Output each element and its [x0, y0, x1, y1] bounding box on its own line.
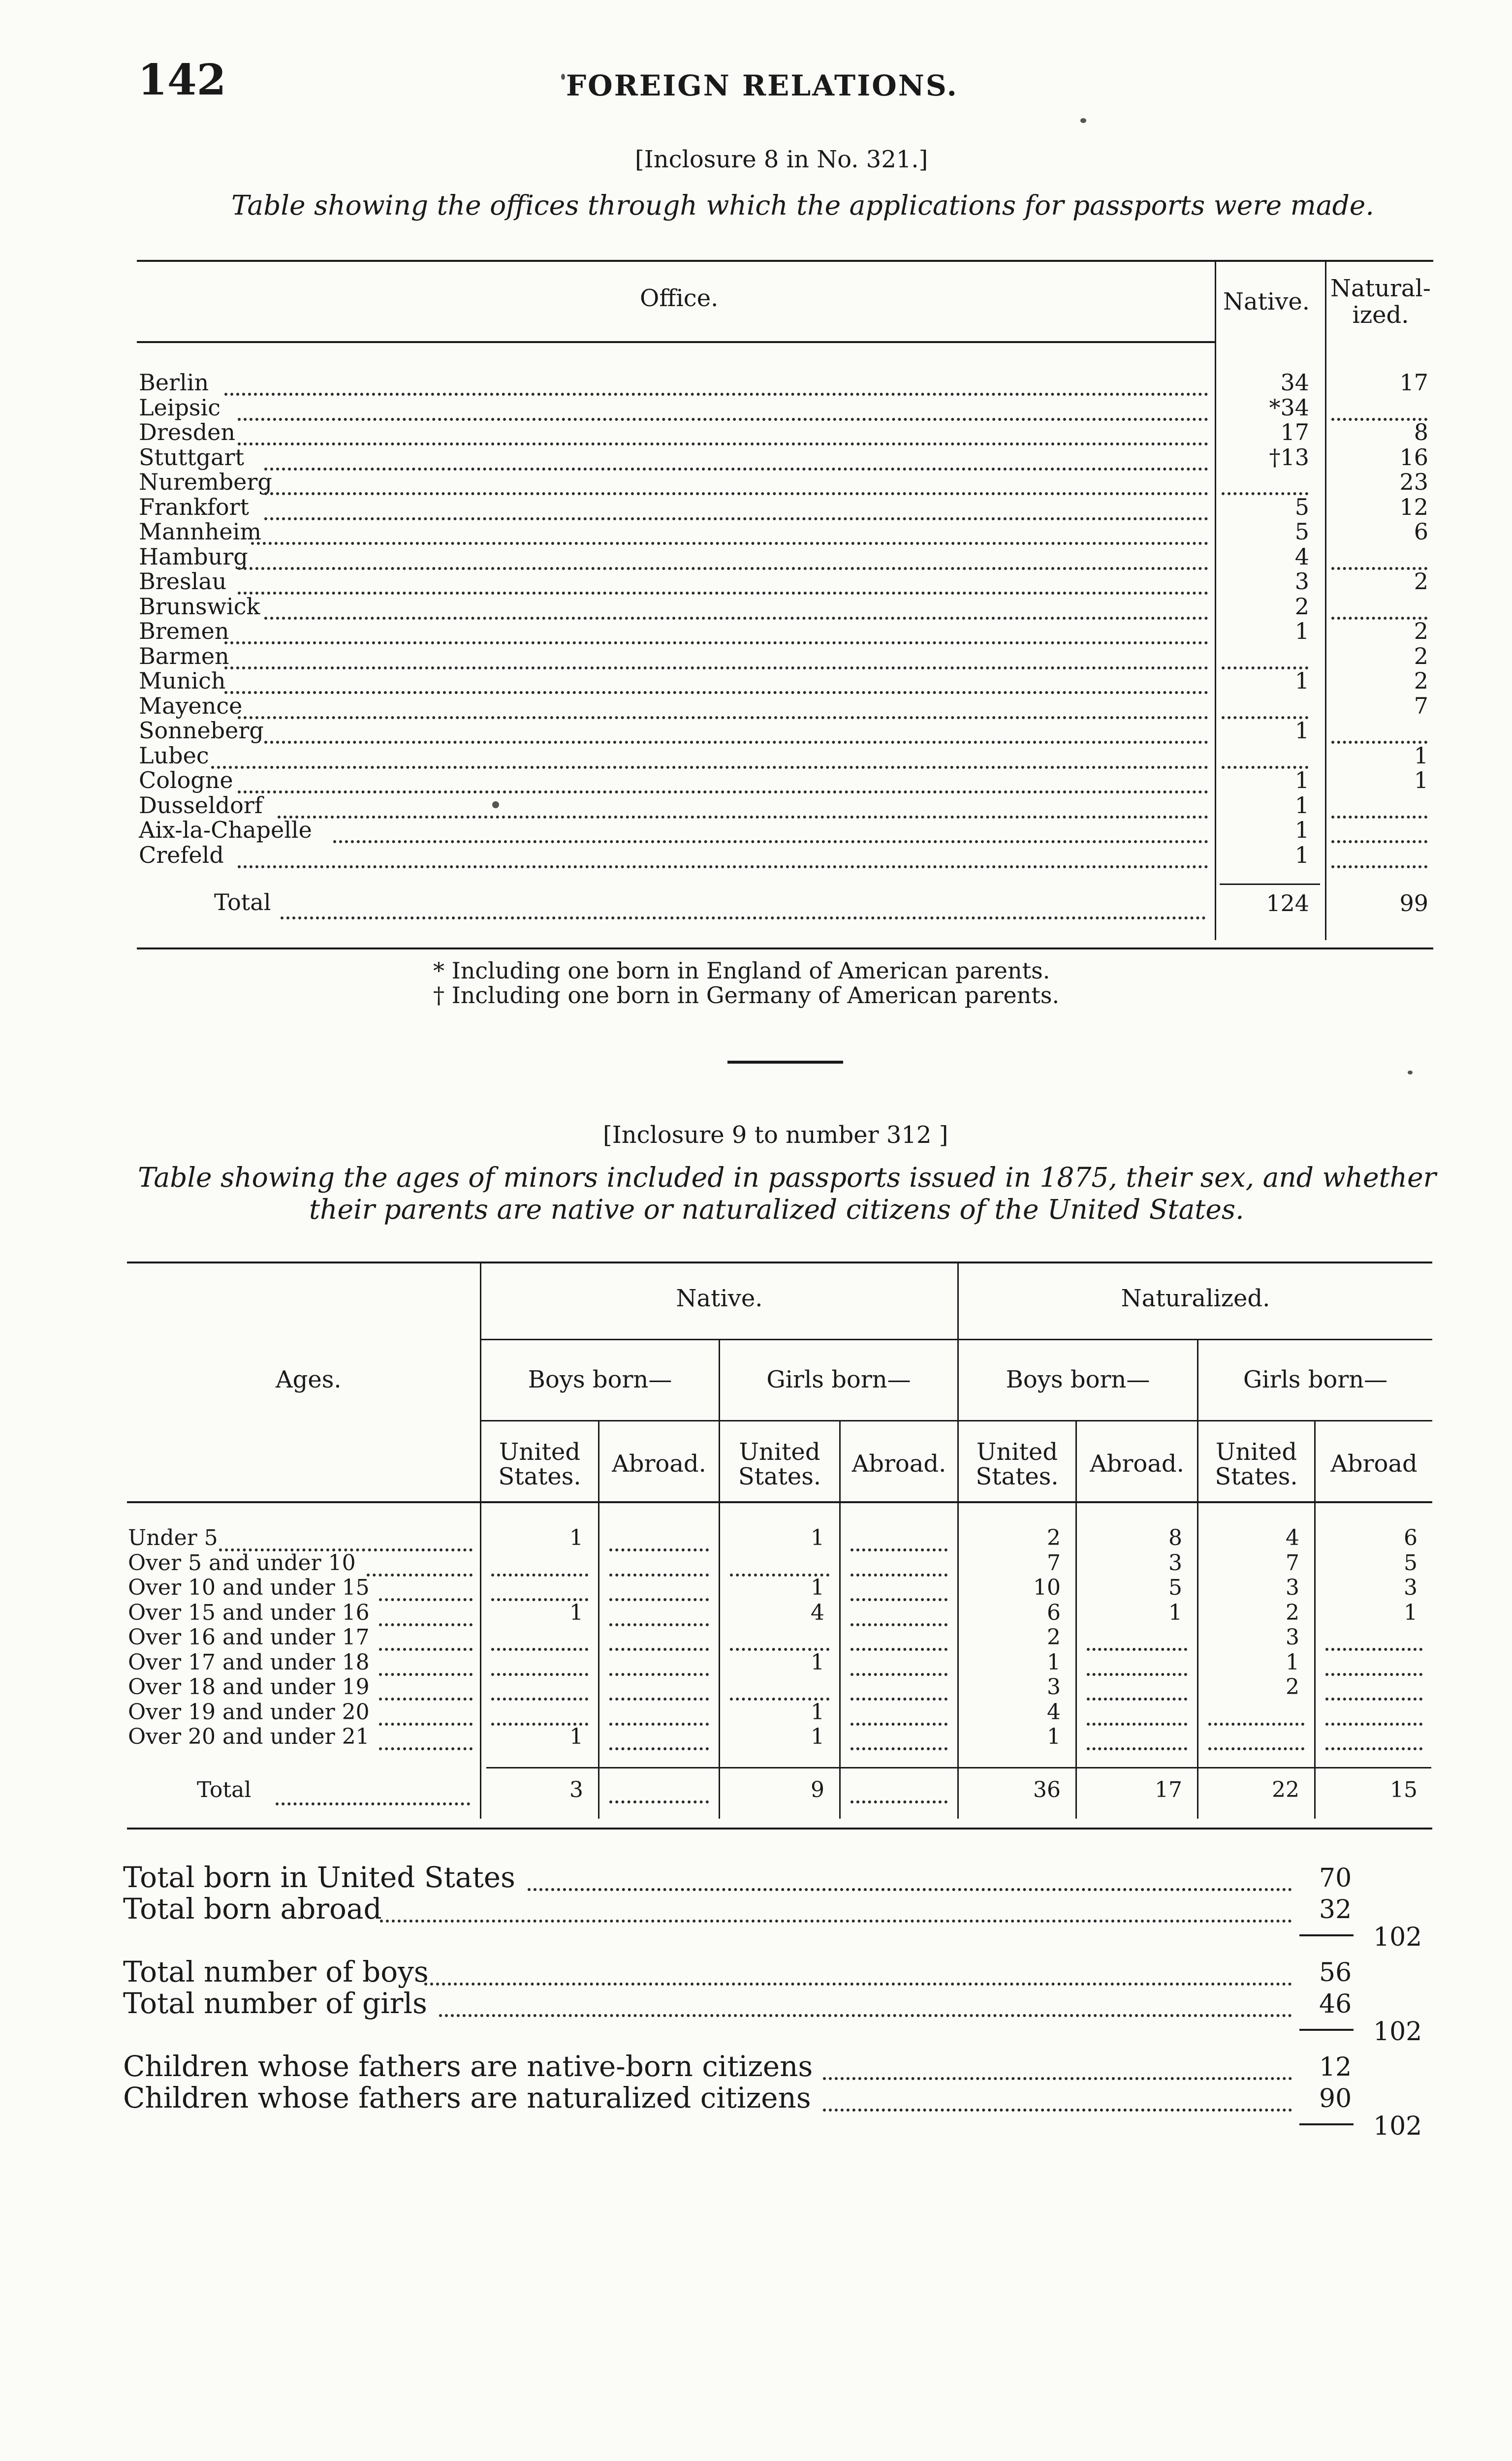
cell-empty	[850, 1552, 947, 1577]
cell-empty	[491, 1701, 588, 1726]
print-speck	[561, 74, 565, 80]
table2-total-label: Total	[197, 1777, 252, 1802]
inclosure-8-label: [Inclosure 8 in No. 321.]	[635, 146, 928, 173]
native-count: 34	[1280, 369, 1309, 396]
cell-count: 1	[569, 1525, 583, 1550]
age-range-label: Over 18 and under 19	[128, 1674, 370, 1700]
office-name: Dresden	[139, 419, 235, 445]
cell-empty	[1325, 1651, 1422, 1676]
table1-col-divider-1	[1215, 261, 1216, 940]
cell-empty	[609, 1626, 709, 1651]
office-leader	[238, 570, 1208, 595]
col-naturalized-header-line1: Natural-	[1330, 275, 1431, 302]
native-count: 1	[1294, 667, 1309, 694]
native-count: 1	[1294, 842, 1309, 868]
print-speck	[1080, 118, 1086, 123]
office-name: Mannheim	[139, 518, 261, 545]
office-leader	[264, 719, 1208, 744]
age-leader	[367, 1552, 472, 1577]
native-count: 5	[1294, 518, 1309, 545]
age-leader	[379, 1701, 472, 1726]
cell-count: 1	[569, 1724, 583, 1749]
office-leader	[238, 769, 1208, 793]
naturalized-count: 2	[1414, 643, 1428, 669]
cell-count: 4	[1047, 1700, 1061, 1725]
native-count: 3	[1294, 568, 1309, 595]
office-leader	[333, 819, 1208, 843]
office-leader	[264, 446, 1208, 471]
cell-empty	[730, 1552, 829, 1577]
cell-count: 3	[1168, 1550, 1182, 1576]
native-empty	[1222, 645, 1308, 669]
cell-empty	[850, 1676, 947, 1701]
col-native-header: Native.	[1223, 288, 1310, 316]
cell-count: 4	[811, 1600, 824, 1625]
office-name: Brunswick	[139, 593, 260, 620]
abroad-header: Abroad.	[612, 1450, 706, 1478]
united-states-header-line1: United	[976, 1438, 1058, 1466]
cell-count: 1	[569, 1600, 583, 1625]
cell-empty	[609, 1527, 709, 1551]
office-name: Stuttgart	[139, 444, 244, 471]
naturalized-empty	[1331, 396, 1427, 421]
table1-header-rule	[137, 341, 1215, 343]
united-states-header-line1: United	[1215, 1438, 1297, 1466]
cell-count: 3	[1286, 1575, 1299, 1600]
total-count: 15	[1390, 1777, 1418, 1802]
summary-leader	[439, 1992, 1292, 2017]
summary-leader	[823, 2055, 1292, 2080]
cell-count: 1	[1168, 1600, 1182, 1625]
col-office-header: Office.	[640, 284, 719, 312]
cell-count: 10	[1033, 1575, 1061, 1600]
office-leader	[238, 396, 1208, 421]
summary-leader	[424, 1961, 1292, 1986]
office-name: Dusseldorf	[139, 792, 263, 819]
print-speck	[1408, 1071, 1413, 1074]
table1-caption: Table showing the offices through which the applications for passports were made.	[231, 189, 1374, 221]
age-leader	[379, 1651, 472, 1676]
naturalized-count: 1	[1414, 742, 1428, 769]
naturalized-count: 12	[1399, 494, 1428, 520]
cell-count: 1	[1047, 1650, 1061, 1675]
native-count: 2	[1294, 593, 1309, 620]
native-count: 4	[1294, 543, 1309, 570]
col-ages-header: Ages.	[276, 1366, 342, 1393]
cell-count: 3	[1404, 1575, 1418, 1600]
office-name: Berlin	[139, 369, 209, 396]
united-states-header-line1: United	[499, 1438, 581, 1466]
native-girls-born-header: Girls born—	[766, 1366, 911, 1393]
cell-count: 6	[1404, 1525, 1418, 1550]
office-name: Frankfort	[139, 494, 250, 520]
native-count: †13	[1269, 444, 1309, 471]
age-range-label: Over 16 and under 17	[128, 1625, 370, 1650]
age-range-label: Over 17 and under 18	[128, 1650, 370, 1675]
cell-count: 4	[1286, 1525, 1299, 1550]
naturalized-girls-born-header: Girls born—	[1243, 1366, 1388, 1393]
native-empty	[1222, 694, 1308, 719]
table2-col-divider-1	[598, 1421, 599, 1819]
native-count: 1	[1294, 792, 1309, 819]
united-states-header-line2: States.	[498, 1463, 581, 1490]
cell-count: 7	[1286, 1550, 1299, 1576]
united-states-header-line1: United	[739, 1438, 820, 1466]
table1-total-native: 124	[1266, 890, 1309, 916]
naturalized-count: 2	[1414, 618, 1428, 644]
native-count: *34	[1269, 394, 1309, 421]
cell-empty	[850, 1626, 947, 1651]
age-range-label: Over 10 and under 15	[128, 1575, 370, 1600]
age-leader	[379, 1602, 472, 1626]
naturalized-count: 8	[1414, 419, 1428, 445]
cell-count: 5	[1404, 1550, 1418, 1576]
page-number: 142	[138, 55, 226, 105]
office-name: Munich	[139, 667, 226, 694]
cell-count: 2	[1286, 1674, 1299, 1700]
cell-count: 3	[1286, 1625, 1299, 1650]
total-count: 36	[1033, 1777, 1061, 1802]
office-name: Nuremberg	[139, 469, 272, 495]
summary-value: 70	[1319, 1863, 1352, 1893]
cell-count: 8	[1168, 1525, 1182, 1550]
office-name: Crefeld	[139, 842, 224, 868]
table1-total-leader	[281, 895, 1206, 919]
cell-count: 1	[811, 1525, 824, 1550]
age-range-label: Over 15 and under 16	[128, 1600, 370, 1625]
naturalized-boys-born-header: Boys born—	[1006, 1366, 1150, 1393]
cell-count: 6	[1047, 1600, 1061, 1625]
cell-empty	[1087, 1726, 1187, 1750]
abroad-header: Abroad.	[1090, 1450, 1184, 1478]
cell-empty	[1087, 1651, 1187, 1676]
table2-col-divider-2	[839, 1421, 841, 1819]
cell-empty	[609, 1577, 709, 1601]
summary-label: Total born abroad	[123, 1892, 382, 1925]
table1-bottom-rule	[137, 947, 1433, 949]
print-speck	[492, 801, 499, 808]
cell-empty	[491, 1676, 588, 1701]
cell-empty	[491, 1651, 588, 1676]
age-leader	[379, 1626, 472, 1651]
summary-leader	[823, 2087, 1292, 2112]
cell-empty	[730, 1626, 829, 1651]
cell-empty	[1325, 1626, 1422, 1651]
office-name: Aix-la-Chapelle	[139, 817, 312, 843]
office-name: Lubec	[139, 742, 209, 769]
cell-empty	[491, 1626, 588, 1651]
summary-value: 46	[1319, 1989, 1352, 2019]
cell-count: 1	[811, 1724, 824, 1749]
cell-empty	[850, 1701, 947, 1726]
office-leader	[251, 520, 1208, 545]
cell-empty	[491, 1552, 588, 1577]
naturalized-count: 6	[1414, 518, 1428, 545]
abroad-header: Abroad.	[851, 1450, 946, 1478]
summary-sum: 102	[1373, 2017, 1422, 2047]
total-count: 3	[569, 1777, 583, 1802]
united-states-header-line2: States.	[738, 1463, 821, 1490]
united-states-header-line2: States.	[1215, 1463, 1298, 1490]
cell-count: 5	[1168, 1575, 1182, 1600]
office-leader	[224, 669, 1208, 694]
office-leader	[224, 371, 1208, 396]
native-count: 1	[1294, 618, 1309, 644]
cell-empty	[850, 1527, 947, 1551]
office-leader	[264, 471, 1208, 495]
native-count: 5	[1294, 494, 1309, 520]
native-total-rule	[1220, 883, 1320, 885]
office-leader	[224, 620, 1208, 644]
office-leader	[224, 645, 1208, 669]
office-leader	[238, 421, 1208, 445]
table2-total-rule	[486, 1767, 1431, 1768]
summary-leader	[528, 1866, 1292, 1891]
summary-label: Children whose fathers are naturalized citizens	[123, 2081, 811, 2114]
age-leader	[379, 1726, 472, 1750]
office-leader	[238, 694, 1208, 719]
office-name: Mayence	[139, 693, 243, 719]
cell-empty	[730, 1676, 829, 1701]
age-range-label: Over 5 and under 10	[128, 1550, 356, 1576]
col-naturalized-header-line2: ized.	[1352, 301, 1409, 329]
summary-value: 56	[1319, 1958, 1352, 1988]
naturalized-count: 2	[1414, 568, 1428, 595]
cell-empty	[609, 1726, 709, 1750]
naturalized-count: 16	[1399, 444, 1428, 471]
naturalized-empty	[1331, 545, 1427, 570]
cell-count: 3	[1047, 1674, 1061, 1700]
native-empty	[1222, 744, 1308, 769]
table2-top-rule	[127, 1262, 1432, 1263]
total-empty	[609, 1779, 709, 1803]
office-leader	[278, 794, 1208, 819]
cell-empty	[609, 1701, 709, 1726]
summary-value: 12	[1319, 2052, 1352, 2082]
summary-sum-rule	[1299, 1934, 1354, 1936]
naturalized-empty	[1331, 794, 1427, 819]
office-name: Sonneberg	[139, 717, 264, 744]
total-empty	[850, 1779, 947, 1803]
age-leader	[379, 1676, 472, 1701]
summary-sum-rule	[1299, 2029, 1354, 2031]
table2-caption-line1: Table showing the ages of minors included in passports issued in 1875, their sex, and whether	[138, 1162, 1436, 1193]
summary-sum: 102	[1373, 1923, 1422, 1952]
office-leader	[238, 844, 1208, 868]
summary-label: Total number of boys	[123, 1955, 429, 1988]
table2-total-leader	[276, 1781, 470, 1805]
naturalized-empty	[1331, 819, 1427, 843]
naturalized-count: 17	[1399, 369, 1428, 396]
table1-col-divider-2	[1325, 261, 1326, 940]
table1-footnote-2: † Including one born in Germany of American parents.	[433, 982, 1060, 1009]
native-empty	[1222, 471, 1308, 495]
cell-empty	[1087, 1626, 1187, 1651]
table2-sex-rule	[481, 1420, 1432, 1421]
united-states-header-line2: States.	[976, 1463, 1059, 1490]
total-count: 22	[1272, 1777, 1299, 1802]
summary-sum-rule	[1299, 2123, 1354, 2125]
cell-count: 7	[1047, 1550, 1061, 1576]
table1-total-label: Total	[214, 889, 271, 915]
cell-empty	[609, 1602, 709, 1626]
native-count: 1	[1294, 817, 1309, 843]
cell-empty	[850, 1651, 947, 1676]
office-leader	[264, 496, 1208, 520]
naturalized-empty	[1331, 844, 1427, 868]
cell-empty	[850, 1726, 947, 1750]
summary-value: 90	[1319, 2084, 1352, 2114]
naturalized-count: 2	[1414, 667, 1428, 694]
office-name: Cologne	[139, 767, 233, 793]
native-count: 1	[1294, 717, 1309, 744]
naturalized-group-header: Naturalized.	[1121, 1285, 1270, 1312]
summary-value: 32	[1319, 1895, 1352, 1925]
office-name: Leipsic	[139, 394, 221, 421]
native-count: 1	[1294, 767, 1309, 793]
age-leader	[219, 1527, 472, 1551]
cell-count: 1	[811, 1700, 824, 1725]
summary-label: Total number of girls	[123, 1987, 427, 2020]
running-title: FOREIGN RELATIONS.	[566, 69, 958, 102]
table2-group-rule	[481, 1339, 1432, 1340]
cell-empty	[850, 1602, 947, 1626]
table2-header-rule	[127, 1501, 1432, 1503]
cell-count: 1	[811, 1650, 824, 1675]
total-count: 17	[1155, 1777, 1182, 1802]
office-name: Breslau	[139, 568, 227, 595]
cell-count: 1	[1047, 1724, 1061, 1749]
office-leader	[264, 595, 1208, 620]
summary-sum: 102	[1373, 2112, 1422, 2141]
cell-empty	[609, 1552, 709, 1577]
table2-bottom-rule	[127, 1828, 1432, 1830]
cell-empty	[609, 1676, 709, 1701]
naturalized-empty	[1331, 719, 1427, 744]
abroad-header: Abroad	[1330, 1450, 1418, 1478]
cell-count: 1	[811, 1575, 824, 1600]
naturalized-count: 23	[1399, 469, 1428, 495]
native-group-header: Native.	[676, 1285, 763, 1312]
native-boys-born-header: Boys born—	[528, 1366, 672, 1393]
naturalized-count: 7	[1414, 693, 1428, 719]
office-name: Barmen	[139, 643, 229, 669]
naturalized-empty	[1331, 595, 1427, 620]
cell-empty	[609, 1651, 709, 1676]
cell-empty	[1325, 1676, 1422, 1701]
cell-empty	[1087, 1701, 1187, 1726]
age-range-label: Over 20 and under 21	[128, 1724, 370, 1749]
section-divider	[727, 1061, 843, 1064]
cell-empty	[491, 1577, 588, 1601]
cell-empty	[1087, 1676, 1187, 1701]
office-name: Bremen	[139, 618, 229, 644]
summary-label: Children whose fathers are native-born citizens	[123, 2050, 813, 2083]
cell-empty	[850, 1577, 947, 1601]
age-leader	[379, 1577, 472, 1601]
cell-count: 2	[1286, 1600, 1299, 1625]
office-leader	[211, 744, 1208, 769]
table1-footnote-1: * Including one born in England of American parents.	[433, 957, 1050, 984]
summary-label: Total born in United States	[123, 1861, 515, 1894]
cell-count: 1	[1286, 1650, 1299, 1675]
cell-count: 1	[1404, 1600, 1418, 1625]
age-range-label: Under 5	[128, 1525, 218, 1550]
age-range-label: Over 19 and under 20	[128, 1700, 370, 1725]
cell-count: 2	[1047, 1525, 1061, 1550]
native-count: 17	[1280, 419, 1309, 445]
cell-empty	[1208, 1726, 1304, 1750]
table2-caption-line2: their parents are native or naturalized citizens of the United States.	[309, 1194, 1244, 1225]
inclosure-9-label: [Inclosure 9 to number 312 ]	[603, 1121, 948, 1149]
cell-count: 2	[1047, 1625, 1061, 1650]
total-count: 9	[811, 1777, 824, 1802]
table1-top-rule	[137, 260, 1433, 262]
naturalized-count: 1	[1414, 767, 1428, 793]
cell-empty	[1325, 1726, 1422, 1750]
cell-empty	[1325, 1701, 1422, 1726]
cell-empty	[1208, 1701, 1304, 1726]
table1-total-naturalized: 99	[1399, 890, 1428, 916]
office-leader	[238, 545, 1208, 570]
summary-leader	[380, 1898, 1292, 1923]
office-name: Hamburg	[139, 543, 248, 570]
